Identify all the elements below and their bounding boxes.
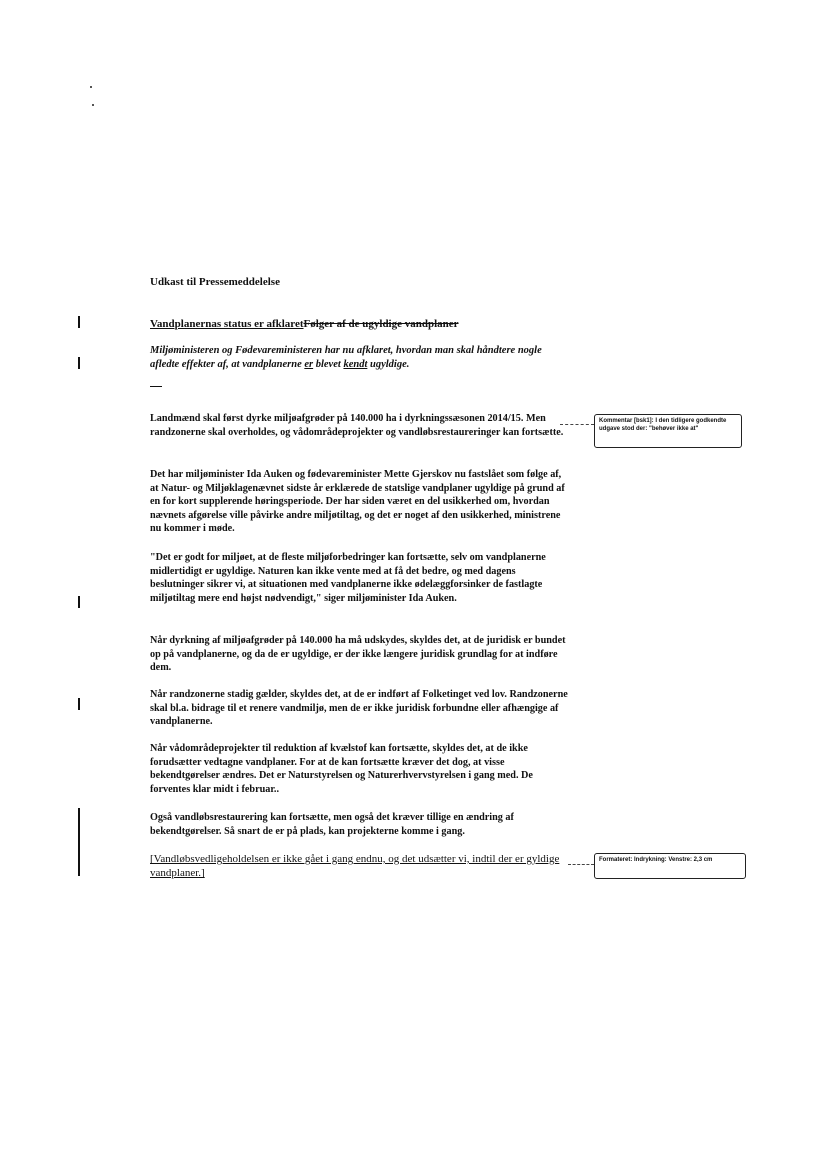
- press-release-header: Udkast til Pressemeddelelse: [150, 276, 280, 288]
- lead-text: ugyldige.: [367, 359, 410, 370]
- body-paragraph: Når randzonerne stadig gælder, skyldes det, at de er indført af Folketinget ved lov. Randzonerne skal bl.a. bidrage til et renere vandmiljø, men de er ikke juridisk forbundne eller afhængige af vandplanerne.: [150, 689, 568, 727]
- body-paragraph: Det har miljøminister Ida Auken og fødevareminister Mette Gjerskov nu fastslået som følge af, at Natur- og Miljøklagenævnet sidste år erklærede de statslige vandplaner ugyldige på grund af en for kort supplerende høringsperiode. Der har siden været en del usikkerhed om, hvordan nævnets afgørelse ville påvirke andre miljøtiltag, og det er noget af den usikkerhed, ministrene nu kommer i møde.: [150, 469, 565, 534]
- title-deleted-text: Følger af de ugyldige vandplaner: [303, 318, 459, 330]
- lead-text: Miljøministeren og Fødevareministeren har nu afklaret, hvordan man skal håndtere nogle afledte effekter af, at vandplanerne: [150, 345, 542, 370]
- body-paragraph: Også vandløbsrestaurering kan fortsætte, men også det kræver tillige en ændring af bekendtgørelser. Så snart de er på plads, kan projekterne komme i gang.: [150, 812, 514, 837]
- scan-speck: [92, 104, 94, 106]
- body-paragraph: Når vådområdeprojekter til reduktion af kvælstof kan fortsætte, skyldes det, at de ikke forudsætter vedtagne vandplaner. For at de kan fortsætte kræver det dog, at visse bekendtgørelser ændres. Det er Naturstyrelsen og Naturerhvervstyrelsen i gang med. De forventes klar midt i februar..: [150, 743, 533, 795]
- comment-balloon[interactable]: Kommentar [bsk1]: I den tidligere godkendte udgave stod der: "behøver ikke at": [594, 414, 742, 448]
- comment-connector: [568, 864, 594, 865]
- document-title: [150, 318, 570, 330]
- format-balloon[interactable]: Formateret: Indrykning: Venstre: 2,3 cm: [594, 853, 746, 879]
- separator-dash: [150, 386, 162, 387]
- change-bar: [78, 357, 80, 369]
- body-paragraph: Når dyrkning af miljøafgrøder på 140.000 ha må udskydes, skyldes det, at de juridisk er bundet op på vandplanerne, og da de er ugyldige, er der ikke længere juridisk grundlag for at indføre dem.: [150, 635, 566, 673]
- change-bar: [78, 596, 80, 608]
- change-bar: [78, 808, 80, 876]
- lead-inserted-word: er: [304, 359, 314, 370]
- body-paragraph: "Det er godt for miljøet, at de fleste miljøforbedringer kan fortsætte, selv om vandplanerne midlertidigt er ugyldige. Naturen kan ikke vente med at få det bedre, og med dagens beslutninger sikrer vi, at situationen med vandplanerne ikke ødelæggforsinker de fastlagte miljøtiltag mere end højst nødvendigt," siger miljøminister Ida Auken.: [150, 552, 546, 604]
- lead-paragraph: [150, 344, 570, 372]
- change-bar: [78, 698, 80, 710]
- change-bar: [78, 316, 80, 328]
- body-paragraph: Landmænd skal først dyrke miljøafgrøder på 140.000 ha i dyrkningssæsonen 2014/15. Men randzonerne skal overholdes, og vådområdeprojekter og vandløbsrestaureringer kan fortsætte.: [150, 413, 564, 438]
- lead-inserted-word: kendt: [343, 359, 368, 370]
- title-inserted-text: Vandplanernas status er afklaret: [150, 318, 304, 330]
- bracketed-note: [Vandløbsvedligeholdelsen er ikke gået i gang endnu, og det udsætter vi, indtil der er gyldige vandplaner.]: [150, 853, 560, 879]
- lead-text: blevet: [313, 359, 344, 370]
- scan-speck: [90, 86, 92, 88]
- comment-connector: [560, 424, 594, 425]
